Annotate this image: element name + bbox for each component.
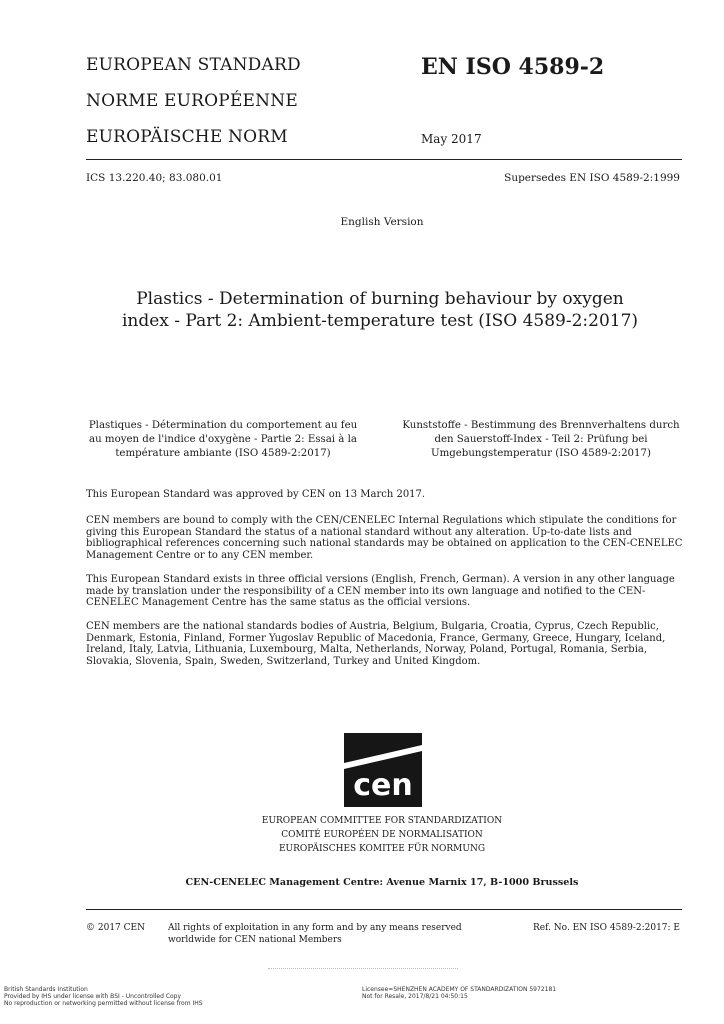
- header-line-fr: NORME EUROPÉENNE: [86, 91, 298, 111]
- comply-paragraph: CEN members are bound to comply with the CEN/CENELEC Internal Regulations which stipulate the conditions for giving this European Standard the status of a national standard without any alteration. Up-to-date lists and bibliographical references concerning such national standards may be obtained on application to the CEN-CENELEC Management Centre or to any CEN member.: [86, 515, 683, 561]
- members-paragraph: CEN members are the national standards bodies of Austria, Belgium, Bulgaria, Croatia, Cyprus, Czech Republic, Denmark, Estonia, Finland, Former Yugoslav Republic of Macedonia, France, Germany, Greece, Hungary, Iceland, Ireland, Italy, Latvia, Lithuania, Luxembourg, Malta, Netherlands, Norway, Poland, Portugal, Romania, Serbia, Slovakia, Slovenia, Spain, Sweden, Switzerland, Turkey and United Kingdom.: [86, 621, 666, 667]
- license-left-3: No reproduction or networking permitted without license from IHS: [4, 1000, 203, 1007]
- reference-number: Ref. No. EN ISO 4589-2:2017: E: [532, 923, 680, 933]
- supersedes-note: Supersedes EN ISO 4589-2:1999: [504, 172, 680, 184]
- committee-fr: COMITÉ EUROPÉEN DE NORMALISATION: [281, 830, 483, 840]
- ics-codes: ICS 13.220.40; 83.080.01: [86, 172, 223, 184]
- header-line-de: EUROPÄISCHE NORM: [86, 127, 288, 147]
- license-right-1: Licensee=SHENZHEN ACADEMY OF STANDARDIZATION 5972181: [362, 986, 557, 993]
- cen-logo-mark: [344, 733, 422, 807]
- license-left-1: British Standards Institution: [4, 986, 88, 993]
- title-german: Kunststoffe - Bestimmung des Brennverhaltens durch den Sauerstoff-Index - Teil 2: Prüfung bei Umgebungstemperatur (ISO 4589-2:2017): [402, 420, 680, 459]
- license-left-2: Provided by IHS under license with BSI - Uncontrolled Copy: [4, 993, 182, 1000]
- header-rule: [86, 159, 682, 160]
- title-french: Plastiques - Détermination du comportement au feu au moyen de l'indice d'oxygène - Partie 2: Essai à la température ambiante (ISO 4589-2:2017): [88, 420, 358, 459]
- cen-logo-text: cen: [353, 768, 413, 803]
- approval-paragraph: This European Standard was approved by CEN on 13 March 2017.: [86, 489, 426, 500]
- separator-dots: [268, 968, 458, 969]
- versions-paragraph: This European Standard exists in three official versions (English, French, German). A version in any other language made by translation under the responsibility of a CEN member into its own language and notified to the CEN-CENELEC Management Centre has the same status as the official versions.: [86, 574, 675, 609]
- footer-rule: [86, 909, 682, 910]
- rights-line-2: worldwide for CEN national Members: [168, 935, 342, 945]
- rights-line-1: All rights of exploitation in any form and by any means reserved: [168, 923, 462, 933]
- header-line-en: EUROPEAN STANDARD: [86, 55, 301, 75]
- license-right-2: Not for Resale, 2017/8/21 04:50:15: [362, 993, 468, 1000]
- copyright: © 2017 CEN: [86, 923, 145, 933]
- standard-number: EN ISO 4589-2: [421, 54, 605, 80]
- committee-de: EUROPÄISCHES KOMITEE FÜR NORMUNG: [278, 844, 486, 854]
- version-label: English Version: [340, 216, 424, 228]
- cen-logo: [344, 733, 422, 807]
- document-title: Plastics - Determination of burning behaviour by oxygen index - Part 2: Ambient-temperature test (ISO 4589-2:2017): [121, 289, 639, 331]
- publication-date: May 2017: [421, 132, 482, 146]
- management-centre: CEN-CENELEC Management Centre: Avenue Marnix 17, B-1000 Brussels: [185, 877, 579, 888]
- committee-en: EUROPEAN COMMITTEE FOR STANDARDIZATION: [261, 816, 503, 826]
